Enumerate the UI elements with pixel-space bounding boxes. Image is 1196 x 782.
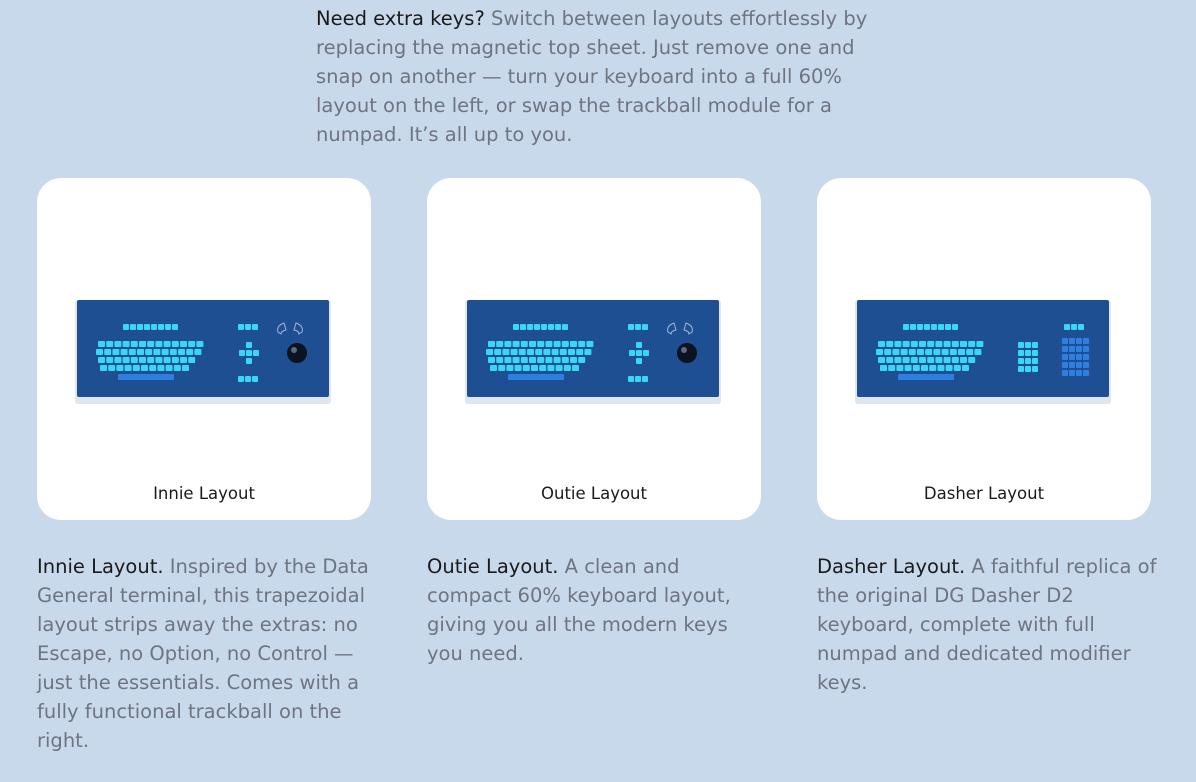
key	[98, 357, 105, 363]
key	[911, 357, 918, 363]
key	[578, 341, 585, 347]
key	[188, 357, 195, 363]
key	[938, 324, 944, 330]
keyboard-illustration	[37, 290, 371, 430]
key	[942, 349, 949, 355]
key	[933, 349, 940, 355]
key	[515, 365, 522, 371]
key	[946, 365, 953, 371]
key	[903, 357, 910, 363]
key	[131, 357, 138, 363]
dasher-keyboard-image	[854, 298, 1114, 410]
key	[952, 341, 959, 347]
key	[155, 341, 162, 347]
key	[180, 357, 187, 363]
key	[931, 324, 937, 330]
key	[937, 365, 944, 371]
key	[502, 349, 509, 355]
key	[178, 349, 185, 355]
key	[1076, 370, 1082, 376]
key	[539, 365, 546, 371]
key	[133, 365, 140, 371]
key	[1076, 338, 1082, 344]
key	[252, 376, 258, 382]
key	[924, 324, 930, 330]
key	[1083, 346, 1089, 352]
key	[1032, 350, 1038, 356]
key	[172, 357, 179, 363]
key	[137, 324, 143, 330]
key	[958, 349, 965, 355]
key	[1032, 342, 1038, 348]
key	[165, 324, 171, 330]
key	[180, 341, 187, 347]
key	[123, 324, 129, 330]
keyboard-illustration	[427, 290, 761, 430]
key	[196, 341, 203, 347]
intro-paragraph	[316, 4, 896, 149]
key	[578, 357, 585, 363]
desc-outie	[427, 552, 767, 668]
key	[935, 341, 942, 347]
key	[545, 341, 552, 347]
key	[130, 324, 136, 330]
key	[504, 357, 511, 363]
key	[106, 357, 113, 363]
card-caption: Dasher Layout	[923, 484, 1045, 503]
key	[147, 341, 154, 347]
key	[162, 349, 169, 355]
key	[1025, 342, 1031, 348]
key	[1018, 358, 1024, 364]
key	[96, 349, 103, 355]
key	[144, 324, 150, 330]
key	[960, 341, 967, 347]
key	[1062, 362, 1068, 368]
key	[894, 357, 901, 363]
key	[511, 349, 518, 355]
trackball-icon	[287, 343, 307, 363]
key	[1062, 346, 1068, 352]
key	[182, 365, 189, 371]
key	[541, 324, 547, 330]
key	[496, 357, 503, 363]
key	[878, 341, 885, 347]
desc-body: A faithful replica of the original DG Dasher D2 keyboard, complete with full numpad and dedicated modifier keys.	[817, 555, 1157, 694]
key	[172, 324, 178, 330]
key	[878, 357, 885, 363]
key	[944, 341, 951, 347]
key	[968, 357, 975, 363]
key	[886, 357, 893, 363]
key	[552, 349, 559, 355]
key	[562, 357, 569, 363]
key	[927, 357, 934, 363]
key	[892, 349, 899, 355]
key	[158, 324, 164, 330]
key	[635, 324, 641, 330]
intro-lead: Need extra keys?	[316, 7, 485, 30]
key	[1076, 346, 1082, 352]
key	[642, 324, 648, 330]
key	[112, 349, 119, 355]
key	[901, 349, 908, 355]
arrow-key	[246, 358, 252, 364]
key	[174, 365, 181, 371]
key	[239, 350, 245, 356]
key	[935, 357, 942, 363]
key	[504, 341, 511, 347]
trackball-highlight	[291, 347, 297, 353]
key	[253, 350, 259, 356]
key	[129, 349, 136, 355]
key	[104, 349, 111, 355]
card-outie[interactable]	[427, 178, 761, 520]
key	[1025, 366, 1031, 372]
key	[628, 376, 634, 382]
keyboard-illustration	[817, 290, 1151, 430]
key	[521, 341, 528, 347]
key	[114, 357, 121, 363]
key	[527, 324, 533, 330]
key	[1025, 350, 1031, 356]
key	[529, 357, 536, 363]
key	[1062, 370, 1068, 376]
key	[151, 324, 157, 330]
key	[547, 365, 554, 371]
key	[586, 341, 593, 347]
key	[537, 357, 544, 363]
innie-keyboard-image	[74, 298, 334, 410]
key	[548, 324, 554, 330]
key	[153, 349, 160, 355]
key	[1018, 350, 1024, 356]
key	[506, 365, 513, 371]
key	[1069, 354, 1075, 360]
key	[643, 350, 649, 356]
key	[123, 357, 130, 363]
key	[513, 357, 520, 363]
key	[106, 341, 113, 347]
key	[490, 365, 497, 371]
desc-innie	[37, 552, 377, 755]
key	[896, 365, 903, 371]
key	[876, 349, 883, 355]
key	[555, 324, 561, 330]
desc-lead: Outie Layout.	[427, 555, 559, 578]
key	[894, 341, 901, 347]
key	[164, 341, 171, 347]
key	[238, 376, 244, 382]
key	[131, 341, 138, 347]
key	[494, 349, 501, 355]
key	[909, 349, 916, 355]
key	[139, 341, 146, 347]
key	[1083, 370, 1089, 376]
key	[513, 341, 520, 347]
key	[1076, 362, 1082, 368]
trackball-icon	[677, 343, 697, 363]
key	[123, 341, 130, 347]
key	[535, 349, 542, 355]
key	[1069, 362, 1075, 368]
key	[642, 376, 648, 382]
key	[170, 349, 177, 355]
key	[139, 357, 146, 363]
key	[576, 349, 583, 355]
key	[888, 365, 895, 371]
key	[554, 357, 561, 363]
key	[910, 324, 916, 330]
key	[911, 341, 918, 347]
key	[929, 365, 936, 371]
key	[1083, 338, 1089, 344]
key	[1018, 342, 1024, 348]
key	[628, 324, 634, 330]
key	[114, 341, 121, 347]
key	[100, 365, 107, 371]
key	[1083, 354, 1089, 360]
key	[145, 349, 152, 355]
key	[166, 365, 173, 371]
key	[1069, 370, 1075, 376]
key	[905, 365, 912, 371]
key	[1069, 338, 1075, 344]
key	[564, 365, 571, 371]
key	[903, 324, 909, 330]
key	[149, 365, 156, 371]
key	[141, 365, 148, 371]
key	[556, 365, 563, 371]
key	[1071, 324, 1077, 330]
key	[917, 349, 924, 355]
key	[245, 324, 251, 330]
key	[635, 376, 641, 382]
key	[568, 349, 575, 355]
key	[952, 324, 958, 330]
key	[137, 349, 144, 355]
key	[1025, 358, 1031, 364]
key	[636, 350, 642, 356]
key	[498, 365, 505, 371]
desc-dasher	[817, 552, 1157, 697]
key	[954, 365, 961, 371]
key	[116, 365, 123, 371]
key	[1018, 366, 1024, 372]
key	[952, 357, 959, 363]
key	[886, 341, 893, 347]
key	[976, 341, 983, 347]
key	[238, 324, 244, 330]
key	[1062, 338, 1068, 344]
key	[157, 365, 164, 371]
key	[534, 324, 540, 330]
key	[554, 341, 561, 347]
key	[1069, 346, 1075, 352]
card-caption: Outie Layout	[541, 484, 647, 503]
key	[919, 341, 926, 347]
key	[519, 349, 526, 355]
key	[164, 357, 171, 363]
outie-keyboard-image	[464, 298, 724, 410]
key	[147, 357, 154, 363]
key	[1064, 324, 1070, 330]
key	[531, 365, 538, 371]
spacebar	[898, 374, 954, 380]
key	[968, 341, 975, 347]
arrow-key	[636, 358, 642, 364]
key	[513, 324, 519, 330]
key	[950, 349, 957, 355]
card-caption: Innie Layout	[153, 484, 255, 503]
key	[545, 357, 552, 363]
spacebar	[118, 374, 174, 380]
key	[488, 357, 495, 363]
key	[172, 341, 179, 347]
arrow-key	[246, 342, 252, 348]
key	[486, 349, 493, 355]
key	[488, 341, 495, 347]
key	[974, 349, 981, 355]
key	[925, 349, 932, 355]
key	[155, 357, 162, 363]
key	[945, 324, 951, 330]
key	[966, 349, 973, 355]
key	[562, 341, 569, 347]
key	[121, 349, 128, 355]
key	[537, 341, 544, 347]
key	[962, 365, 969, 371]
key	[529, 341, 536, 347]
key	[1032, 358, 1038, 364]
desc-lead: Innie Layout.	[37, 555, 164, 578]
key	[1078, 324, 1084, 330]
key	[520, 324, 526, 330]
key	[523, 365, 530, 371]
key	[919, 357, 926, 363]
key	[884, 349, 891, 355]
key	[194, 349, 201, 355]
key	[921, 365, 928, 371]
key	[903, 341, 910, 347]
spacebar	[508, 374, 564, 380]
desc-lead: Dasher Layout.	[817, 555, 966, 578]
key	[917, 324, 923, 330]
key	[98, 341, 105, 347]
key	[1083, 362, 1089, 368]
key	[913, 365, 920, 371]
key	[245, 376, 251, 382]
key	[246, 350, 252, 356]
key	[125, 365, 132, 371]
desc-body: A clean and compact 60% keyboard layout, giving you all the modern keys you need.	[427, 555, 731, 665]
key	[562, 324, 568, 330]
key	[570, 357, 577, 363]
trackball-highlight	[681, 347, 687, 353]
arrow-key	[636, 342, 642, 348]
key	[1062, 354, 1068, 360]
card-dasher[interactable]	[817, 178, 1151, 520]
key	[496, 341, 503, 347]
intro-body: Switch between layouts effortlessly by replacing the magnetic top sheet. Just remove one and snap on another — turn your keyboard into a full 60% layout on the left, or swap the trackball module for a numpad. It’s all up to you.	[316, 7, 868, 146]
key	[186, 349, 193, 355]
key	[572, 365, 579, 371]
key	[521, 357, 528, 363]
key	[188, 341, 195, 347]
desc-body: Inspired by the Data General terminal, this trapezoidal layout strips away the extras: no Escape, no Option, no Control — just the essentials. Comes with a fully functional trackball on the right.	[37, 555, 369, 752]
key	[252, 324, 258, 330]
key	[1076, 354, 1082, 360]
card-innie[interactable]	[37, 178, 371, 520]
key	[944, 357, 951, 363]
key	[108, 365, 115, 371]
key	[1032, 366, 1038, 372]
key	[960, 357, 967, 363]
key	[880, 365, 887, 371]
key	[527, 349, 534, 355]
key	[543, 349, 550, 355]
key	[584, 349, 591, 355]
key	[629, 350, 635, 356]
key	[560, 349, 567, 355]
key	[927, 341, 934, 347]
key	[570, 341, 577, 347]
